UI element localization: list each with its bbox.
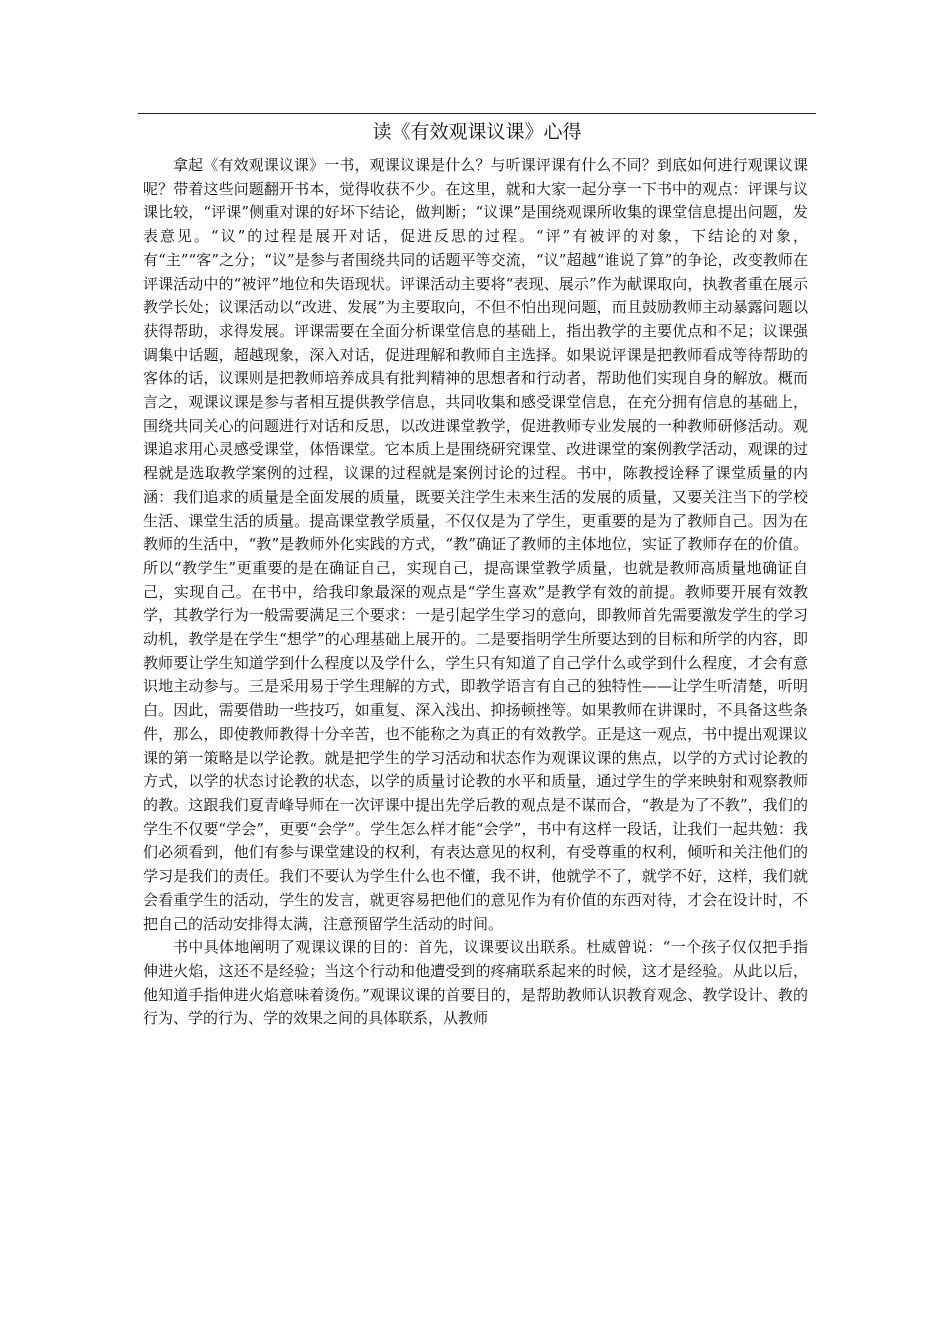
header-rule: [138, 113, 816, 114]
document-body: [143, 154, 808, 1031]
document-title: 读《有效观课议课》心得: [372, 121, 582, 143]
paragraph-1: 拿起《有效观课议课》一书，观课议课是什么？与听课评课有什么不同？到底如何进行观课议课呢？带着这些问题翻开书本，觉得收获不少。在这里，就和大家一起分享一下书中的观点：评课与议课比较，“评课”侧重对课的好坏下结论，做判断；“议课”是围绕观课所收集的课堂信息提出问题，发表意见。“议”的过程是展开对话，促进反思的过程。“评”有被评的对象，下结论的对象，有“主”“客”之分；“议”是参与者围绕共同的话题平等交流，“议”超越“谁说了算”的争论，改变教师在评课活动中的“被评”地位和失语现状。评课活动主要将“表现、展示”作为献课取向，执教者重在展示教学长处；议课活动以“改进、发展”为主要取向，不但不怕出现问题，而且鼓励教师主动暴露问题以获得帮助，求得发展。评课需要在全面分析课堂信息的基础上，指出教学的主要优点和不足；议课强调集中话题，超越现象，深入对话，促进理解和教师自主选择。如果说评课是把教师看成等待帮助的客体的话，议课则是把教师培养成具有批判精神的思想者和行动者，帮助他们实现自身的解放。概而言之，观课议课是参与者相互提供教学信息，共同收集和感受课堂信息，在充分拥有信息的基础上，围绕共同关心的问题进行对话和反思，以改进课堂教学，促进教师专业发展的一种教师研修活动。观课追求用心灵感受课堂，体悟课堂。它本质上是围绕研究课堂、改进课堂的案例教学活动，观课的过程就是选取教学案例的过程，议课的过程就是案例讨论的过程。书中，陈教授诠释了课堂质量的内涵：我们追求的质量是全面发展的质量，既要关注学生未来生活的发展的质量，又要关注当下的学校生活、课堂生活的质量。提高课堂教学质量，不仅仅是为了学生，更重要的是为了教师自己。因为在教师的生活中，“教”是教师外化实践的方式，“教”确证了教师的主体地位，实证了教师存在的价值。所以“教学生”更重要的是在确证自己，实现自己，提高课堂教学质量，也就是教师高质量地确证自己，实现自己。在书中，给我印象最深的观点是“学生喜欢”是教学有效的前提。教师要开展有效教学，其教学行为一般需要满足三个要求：一是引起学生学习的意向，即教师首先需要激发学生的学习动机，教学是在学生“想学”的心理基础上展开的。二是要指明学生所要达到的目标和所学的内容，即教师要让学生知道学到什么程度以及学什么，学生只有知道了自己学什么或学到什么程度，才会有意识地主动参与。三是采用易于学生理解的方式，即教学语言有自己的独特性——让学生听清楚，听明白。因此，需要借助一些技巧，如重复、深入浅出、抑扬顿挫等。如果教师在讲课时，不具备这些条件，那么，即使教师教得十分辛苦，也不能称之为真正的有效教学。正是这一观点，书中提出观课议课的第一策略是以学论教。就是把学生的学习活动和状态作为观课议课的焦点，以学的方式讨论教的方式，以学的状态讨论教的状态，以学的质量讨论教的水平和质量，通过学生的学来映射和观察教师的教。这跟我们夏青峰导师在一次评课中提出先学后教的观点是不谋而合，“教是为了不教”，我们的学生不仅要“学会”，更要“会学”。学生怎么样才能“会学”，书中有这样一段话，让我们一起共勉：我们必须看到，他们有参与课堂建设的权利，有表达意见的权利，有受尊重的权利，倾听和关注他们的学习是我们的责任。我们不要认为学生什么也不懂，我不讲，他就学不了，就学不好，这样，我们就会看重学生的活动，学生的发言，就更容易把他们的意见作为有价值的东西对待，才会在设计时，不把自己的活动安排得太满，注意预留学生活动的时间。: [143, 156, 808, 933]
paragraph-2: 书中具体地阐明了观课议课的目的：首先，议课要议出联系。杜威曾说：“一个孩子仅仅把手指伸进火焰，这还不是经验；当这个行动和他遭受到的疼痛联系起来的时候，这才是经验。从此以后，他知道手指伸进火焰意味着烫伤。”观课议课的首要目的，是帮助教师认识教育观念、教学设计、教的行为、学的行为、学的效果之间的具体联系，从教师: [143, 938, 808, 1028]
